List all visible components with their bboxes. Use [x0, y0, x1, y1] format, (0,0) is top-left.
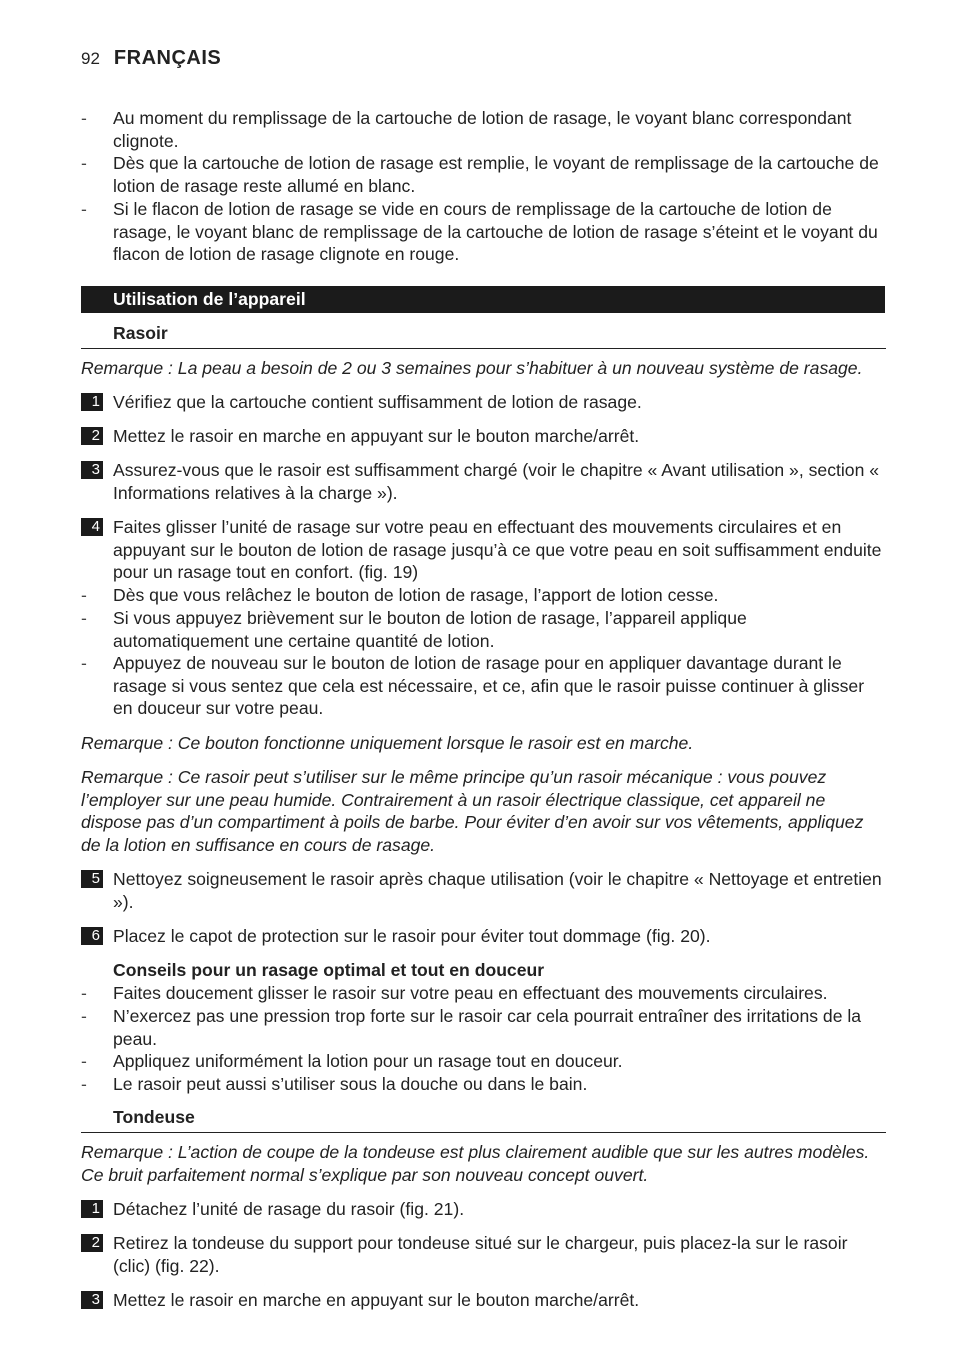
bullet-dash: - — [81, 108, 87, 128]
list-item — [81, 107, 886, 152]
list-item — [81, 982, 886, 1005]
bullet-text: Appuyez de nouveau sur le bouton de lotion de rasage pour en appliquer davantage durant le rasage si vous sentez que cela est nécessaire, et ce, afin que le rasoir puisse continuer à glisser en douceur sur votre peau. — [113, 653, 865, 719]
step-number: 1 — [81, 1200, 103, 1218]
bullet-dash: - — [81, 653, 87, 673]
step-text: Mettez le rasoir en marche en appuyant sur le bouton marche/arrêt. — [113, 1290, 640, 1310]
bullet-dash: - — [81, 983, 87, 1003]
bullet-text: Si le flacon de lotion de rasage se vide en cours de remplissage de la cartouche de lotion de rasage, le voyant blanc de remplissage de la cartouche de lotion de rasage s’éteint et le voyant du flacon de lotion de rasage clignote en rouge. — [113, 199, 878, 265]
page-number: 92 — [81, 49, 100, 68]
page-header — [81, 47, 221, 75]
step-text: Retirez la tondeuse du support pour tondeuse situé sur le chargeur, puis placez-la sur le rasoir (clic) (fig. 22). — [113, 1233, 848, 1276]
step-number: 3 — [81, 461, 103, 479]
step — [81, 868, 886, 913]
list-item — [81, 152, 886, 197]
step-text: Placez le capot de protection sur le rasoir pour éviter tout dommage (fig. 20). — [113, 926, 711, 946]
step-number: 6 — [81, 927, 103, 945]
step — [81, 425, 886, 448]
bullet-dash: - — [81, 585, 87, 605]
step-text: Détachez l’unité de rasage du rasoir (fig. 21). — [113, 1199, 465, 1219]
list-item — [81, 1005, 886, 1050]
step — [81, 1198, 886, 1221]
bullet-text: N’exercez pas une pression trop forte sur le rasoir car cela pourrait entraîner des irritations de la peau. — [113, 1006, 862, 1049]
step — [81, 391, 886, 414]
note: Remarque : Ce rasoir peut s’utiliser sur le même principe qu’un rasoir mécanique : vous pouvez l’employer sur une peau humide. Contrairement à un rasoir électrique classique, cet appareil ne dispose pas d’un compartiment à poils de barbe. Pour éviter d’en avoir sur vos vêtements, appliquez de la lotion en suffisance en cours de rasage. — [81, 767, 864, 855]
step-text: Assurez-vous que le rasoir est suffisamment chargé (voir le chapitre « Avant utilisation », section « Informations relatives à la charge »). — [113, 460, 880, 503]
tips-heading: Conseils pour un rasage optimal et tout en douceur — [113, 960, 545, 980]
note: Remarque : Ce bouton fonctionne uniquement lorsque le rasoir est en marche. — [81, 733, 694, 753]
step-text: Faites glisser l’unité de rasage sur votre peau en effectuant des mouvements circulaires et en appuyant sur le bouton de lotion de rasage jusqu’à ce que votre peau en soit suffisamment enduite pour un rasage tout en confort. (fig. 19) — [113, 517, 882, 583]
step-text: Mettez le rasoir en marche en appuyant sur le bouton marche/arrêt. — [113, 426, 640, 446]
note: Remarque : L’action de coupe de la tondeuse est plus clairement audible que sur les autres modèles. Ce bruit parfaitement normal s’explique par son nouveau concept ouvert. — [81, 1142, 870, 1185]
step-text: Nettoyez soigneusement le rasoir après chaque utilisation (voir le chapitre « Nettoyage et entretien »). — [113, 869, 882, 912]
step — [81, 925, 886, 948]
bullet-dash: - — [81, 1006, 87, 1026]
step — [81, 1289, 886, 1312]
bullet-dash: - — [81, 608, 87, 628]
bullet-text: Appliquez uniformément la lotion pour un rasage tout en douceur. — [113, 1051, 623, 1071]
bullet-dash: - — [81, 1051, 87, 1071]
step-number: 1 — [81, 393, 103, 411]
step — [81, 459, 886, 504]
step — [81, 516, 886, 584]
subsection-title-tondeuse: Tondeuse — [81, 1106, 886, 1133]
bullet-dash: - — [81, 1074, 87, 1094]
list-item — [81, 607, 886, 652]
step-number: 2 — [81, 427, 103, 445]
step — [81, 1232, 886, 1277]
step-number: 4 — [81, 518, 103, 536]
bullet-text: Dès que la cartouche de lotion de rasage est remplie, le voyant de remplissage de la cartouche de lotion de rasage reste allumé en blanc. — [113, 153, 879, 196]
step-number: 5 — [81, 870, 103, 888]
bullet-dash: - — [81, 199, 87, 219]
step-number: 2 — [81, 1234, 103, 1252]
list-item — [81, 1050, 886, 1073]
subsection-title-rasoir: Rasoir — [81, 322, 886, 349]
list-item — [81, 652, 886, 720]
bullet-text: Faites doucement glisser le rasoir sur votre peau en effectuant des mouvements circulaires. — [113, 983, 828, 1003]
list-item — [81, 1073, 886, 1096]
step-number: 3 — [81, 1291, 103, 1309]
bullet-dash: - — [81, 153, 87, 173]
bullet-text: Si vous appuyez brièvement sur le bouton de lotion de rasage, l’appareil applique automatiquement une certaine quantité de lotion. — [113, 608, 747, 651]
section-title: Utilisation de l’appareil — [81, 286, 885, 313]
list-item — [81, 198, 886, 266]
language-title: FRANÇAIS — [113, 47, 222, 69]
bullet-text: Le rasoir peut aussi s’utiliser sous la douche ou dans le bain. — [113, 1074, 588, 1094]
bullet-text: Dès que vous relâchez le bouton de lotion de rasage, l’apport de lotion cesse. — [113, 585, 719, 605]
list-item — [81, 584, 886, 607]
note: Remarque : La peau a besoin de 2 ou 3 semaines pour s’habituer à un nouveau système de rasage. — [81, 358, 863, 378]
step-text: Vérifiez que la cartouche contient suffisamment de lotion de rasage. — [113, 392, 642, 412]
bullet-text: Au moment du remplissage de la cartouche de lotion de rasage, le voyant blanc correspondant clignote. — [113, 108, 852, 151]
